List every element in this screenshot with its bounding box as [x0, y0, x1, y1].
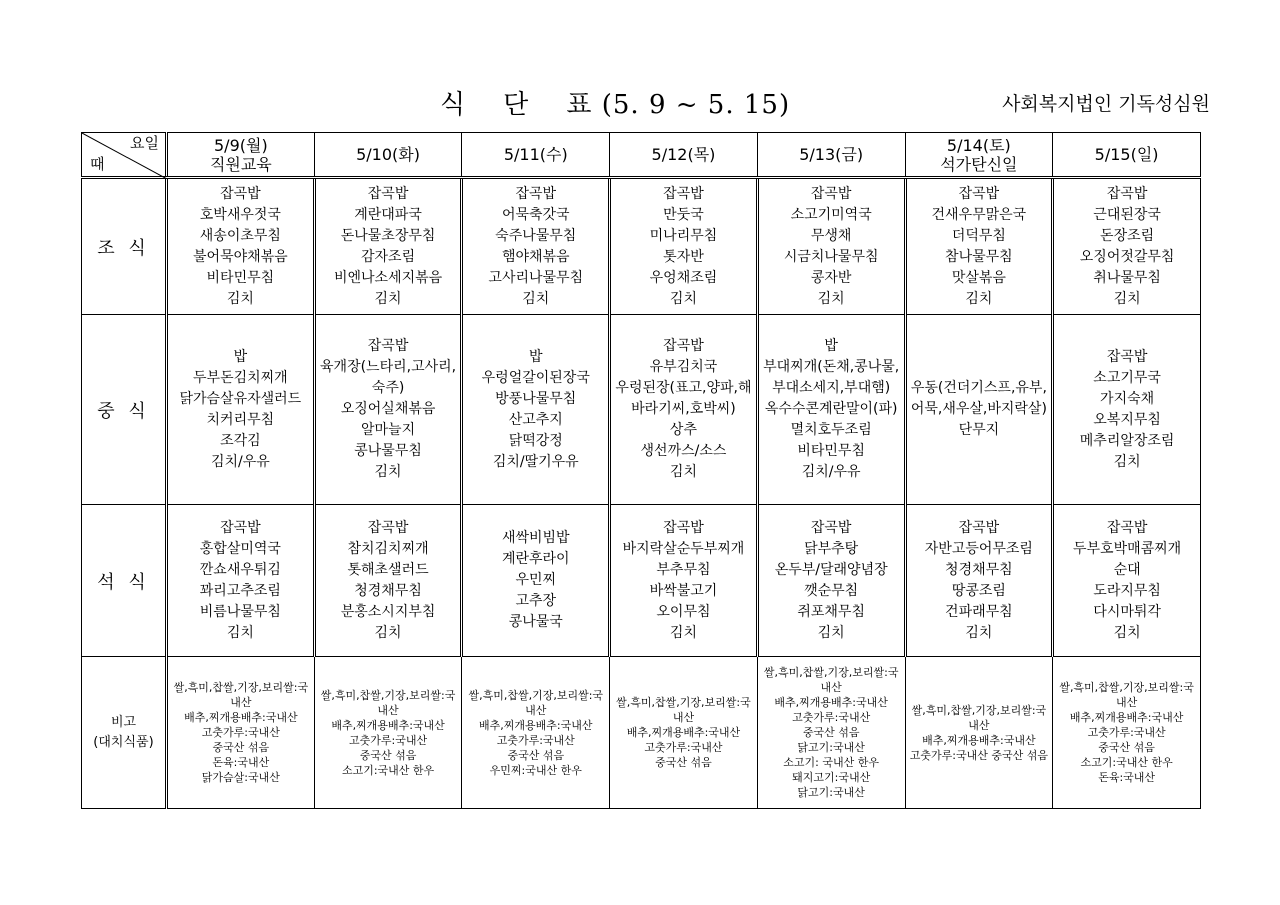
- menu-item: 도라지무침: [1093, 582, 1161, 599]
- menu-item: 고사리나물무침: [488, 269, 584, 286]
- origin-note: 고춧가루:국내산: [1087, 726, 1166, 739]
- menu-item: 온두부/달래양념장: [774, 561, 888, 578]
- menu-item: 미나리무침: [649, 227, 718, 244]
- menu-item: 김치: [1113, 453, 1141, 470]
- menu-item: 취나물무침: [1093, 269, 1161, 286]
- menu-item: 톳해초샐러드: [347, 561, 429, 578]
- menu-item: 잡곡밥: [663, 338, 704, 354]
- menu-item: 닭가슴살유자샐러드: [179, 390, 302, 407]
- menu-cell: [610, 315, 758, 505]
- menu-item: 김치: [669, 290, 697, 307]
- menu-item: 김치: [522, 290, 550, 307]
- menu-item: 무생채: [810, 227, 852, 244]
- origin-note: 돼지고기:국내산: [792, 771, 871, 784]
- menu-item: 감자조림: [361, 248, 416, 265]
- menu-item: 닭부추탕: [804, 540, 859, 557]
- origin-note: 배추,찌개용배추:국내산: [479, 718, 593, 732]
- day-date: 5/9(월): [214, 135, 268, 155]
- menu-item: 메추리알장조림: [1079, 432, 1175, 449]
- menu-item: 더덕무침: [951, 227, 1006, 244]
- menu-item: 김치: [1113, 290, 1141, 307]
- menu-item: 건새우무맑은국: [931, 206, 1027, 223]
- origin-note-cell: [610, 657, 758, 809]
- menu-item: 땅콩조림: [951, 582, 1006, 599]
- origin-note: 중국산 섞음: [359, 748, 417, 762]
- origin-note: 쌀,흑미,찹쌀,기장,보리쌀:국내산: [911, 703, 1047, 732]
- menu-item: 소고기미역국: [790, 206, 872, 223]
- menu-item: 참치김치찌개: [347, 540, 429, 557]
- menu-item: 잡곡밥: [220, 185, 261, 202]
- menu-item: 맛살볶음: [951, 269, 1006, 286]
- meal-row-dinner: [82, 505, 1201, 657]
- menu-item: 불어묵야채볶음: [193, 248, 288, 265]
- menu-item: 잡곡밥: [810, 519, 852, 536]
- origin-note: 돈육:국내산: [212, 756, 270, 769]
- menu-item: 멸치호두조림: [790, 422, 872, 438]
- menu-cell: [314, 505, 462, 657]
- meal-label-lunch: 중 식: [82, 315, 167, 505]
- menu-item: 다시마튀각: [1093, 603, 1161, 620]
- menu-item: 오징어젓갈무침: [1079, 248, 1175, 265]
- menu-item: 청경채무침: [945, 561, 1013, 578]
- menu-item: 돈나물초장무침: [340, 227, 436, 244]
- menu-item: 돈장조림: [1100, 227, 1155, 244]
- origin-note: 돈육:국내산: [1098, 771, 1156, 784]
- menu-item: 오이무침: [656, 603, 711, 620]
- menu-item: 상추: [669, 422, 697, 438]
- menu-item: 호박새우젓국: [199, 206, 281, 223]
- menu-item: 김치: [374, 624, 402, 641]
- menu-item: 순대: [1113, 561, 1141, 578]
- day-date: 5/11(수): [503, 145, 568, 164]
- origin-note: 고춧가루:국내산 중국산 섞음: [909, 748, 1048, 762]
- menu-cell: [1053, 315, 1201, 505]
- menu-item: 우렁된장(표고,양파,해바라기씨,호박씨): [615, 380, 752, 417]
- menu-item: 밥: [528, 348, 543, 365]
- menu-item: 김치: [965, 624, 993, 641]
- origin-note: 배추,찌개용배추:국내산: [922, 733, 1036, 747]
- origin-note-cell: [314, 657, 462, 809]
- menu-item: 잡곡밥: [663, 185, 704, 202]
- origin-note: 소고기: 국내산 한우: [783, 756, 880, 769]
- menu-cell: [167, 315, 315, 505]
- menu-item: 햄야채볶음: [501, 248, 570, 265]
- day-header: [610, 133, 758, 178]
- menu-item: 김치: [374, 464, 402, 480]
- menu-cell: [905, 178, 1053, 315]
- origin-note: 중국산 섞음: [507, 748, 565, 762]
- origin-note: 배추,찌개용배추:국내산: [774, 696, 888, 709]
- menu-item: 바지락살순두부찌개: [622, 540, 745, 557]
- menu-item: 조각김: [220, 432, 261, 449]
- menu-cell: [610, 178, 758, 315]
- menu-item: 건파래무침: [945, 603, 1013, 620]
- origin-note: 닭고기:국내산: [797, 741, 865, 754]
- origin-note: 닭가슴살:국내산: [201, 771, 280, 784]
- day-header: [167, 133, 315, 178]
- origin-note: 쌀,흑미,찹쌀,기장,보리쌀:국내산: [320, 688, 456, 717]
- menu-item: 우동(건더기스프,유부,어묵,새우살,바지락살): [910, 380, 1047, 417]
- menu-cell: [610, 505, 758, 657]
- menu-item: 산고추지: [508, 411, 563, 428]
- menu-item: 시금치나물무침: [783, 248, 879, 265]
- origin-note: 우민찌:국내산 한우: [489, 763, 582, 777]
- origin-note-cell: [757, 657, 905, 809]
- meal-row-breakfast: [82, 178, 1201, 315]
- menu-item: 부추무침: [656, 561, 711, 578]
- menu-item: 계란대파국: [354, 206, 422, 223]
- menu-item: 부대찌개(돈채,콩나물,부대소세지,부대햄): [763, 359, 900, 396]
- menu-cell: [314, 315, 462, 505]
- menu-item: 김치/우유: [801, 464, 861, 480]
- day-header: [757, 133, 905, 178]
- origin-note: 고춧가루:국내산: [792, 711, 871, 724]
- menu-item: 오복지무침: [1093, 411, 1161, 428]
- origin-note-cell: [462, 657, 610, 809]
- menu-item: 가지숙채: [1100, 390, 1155, 407]
- menu-item: 방풍나물무침: [495, 390, 577, 407]
- menu-item: 잡곡밥: [367, 185, 409, 202]
- menu-item: 숙주나물무침: [495, 227, 577, 244]
- notes-sublabel: (대치식품): [93, 734, 154, 750]
- day-date: 5/14(토): [946, 135, 1011, 155]
- day-header: [1053, 133, 1201, 178]
- origin-note: 고춧가루:국내산: [644, 741, 723, 754]
- menu-item: 김치: [226, 290, 254, 307]
- menu-item: 비타민무침: [206, 269, 275, 286]
- origin-note: 고춧가루:국내산: [349, 733, 428, 747]
- origin-note-cell: [1053, 657, 1201, 809]
- day-date: 5/15(일): [1094, 145, 1159, 164]
- day-header: [905, 133, 1053, 178]
- menu-item: 톳자반: [663, 248, 704, 265]
- menu-item: 청경채무침: [354, 582, 422, 599]
- menu-item: 잡곡밥: [367, 519, 409, 536]
- origin-note: 쌀,흑미,찹쌀,기장,보리쌀:국내산: [616, 696, 751, 724]
- menu-item: 유부김치국: [649, 359, 718, 375]
- menu-item: 김치: [669, 624, 697, 641]
- day-note: 석가탄신일: [940, 154, 1018, 174]
- menu-item: 깻순무침: [804, 582, 859, 599]
- origin-note: 중국산 섞음: [655, 756, 712, 769]
- menu-item: 잡곡밥: [958, 185, 1000, 202]
- menu-item: 김치/우유: [210, 453, 270, 470]
- menu-item: 계란후라이: [501, 551, 570, 567]
- notes-label: 비고: [110, 714, 137, 730]
- menu-item: 근대된장국: [1093, 206, 1161, 223]
- origin-note: 고춧가루:국내산: [496, 733, 575, 747]
- menu-item: 단무지: [958, 422, 1000, 438]
- menu-cell: [167, 505, 315, 657]
- origin-note: 배추,찌개용배추:국내산: [626, 726, 741, 739]
- day-note: 직원교육: [209, 154, 272, 174]
- menu-cell: [905, 315, 1053, 505]
- menu-item: 콩나물무침: [354, 443, 422, 459]
- menu-item: 김치: [1113, 624, 1141, 641]
- origin-note: 소고기:국내산 한우: [341, 763, 435, 777]
- meal-row-lunch: [82, 315, 1201, 505]
- menu-item: 콩나물국: [508, 614, 563, 630]
- meal-label-dinner: 석 식: [82, 505, 167, 657]
- origin-note: 배추,찌개용배추:국내산: [331, 718, 445, 732]
- day-date: 5/12(목): [651, 145, 716, 164]
- corner-day-label: 요일: [130, 134, 159, 152]
- origin-note: 쌀,흑미,찹쌀,기장,보리쌀:국내산: [173, 681, 309, 709]
- notes-row: [82, 657, 1201, 809]
- menu-item: 밥: [824, 338, 838, 354]
- menu-item: 콩자반: [810, 269, 852, 286]
- menu-item: 김치: [374, 290, 402, 307]
- origin-note-cell: [905, 657, 1053, 809]
- menu-item: 비름나물무침: [199, 603, 281, 620]
- organization-name: 사회복지법인 기독성심원: [1002, 93, 1210, 115]
- menu-title: 식 단 표 (5. 9 ~ 5. 15): [440, 90, 791, 120]
- menu-item: 김치: [817, 624, 845, 641]
- menu-cell: [462, 315, 610, 505]
- menu-item: 밥: [233, 348, 248, 365]
- menu-item: 김치/딸기우유: [492, 453, 579, 470]
- menu-cell: [167, 178, 315, 315]
- origin-note: 고춧가루:국내산: [201, 726, 280, 739]
- origin-note: 쌀,흑미,찹쌀,기장,보리쌀:국내산: [1059, 681, 1194, 709]
- menu-item: 김치: [817, 290, 845, 307]
- menu-item: 참나물무침: [945, 248, 1013, 265]
- menu-item: 깐쇼새우튀김: [199, 561, 281, 578]
- menu-cell: [314, 178, 462, 315]
- menu-item: 우엉채조림: [649, 269, 718, 286]
- menu-cell: [462, 505, 610, 657]
- menu-item: 어묵축갓국: [501, 206, 570, 223]
- menu-item: 김치: [226, 624, 254, 641]
- menu-item: 육개장(느타리,고사리,숙주): [320, 359, 457, 396]
- weekly-menu-table: [81, 132, 1201, 809]
- header-row: [82, 133, 1201, 178]
- menu-item: 비엔나소세지볶음: [333, 269, 443, 286]
- menu-cell: [905, 505, 1053, 657]
- menu-item: 잡곡밥: [1106, 185, 1148, 202]
- menu-item: 홍합살미역국: [199, 540, 281, 557]
- menu-item: 새싹비빔밥: [501, 530, 570, 546]
- origin-note-cell: [167, 657, 315, 809]
- origin-note: 쌀,흑미,찹쌀,기장,보리쌀:국내산: [468, 688, 604, 717]
- menu-item: 두부돈김치찌개: [193, 369, 288, 386]
- origin-note: 쌀,흑미,찹쌀,기장,보리쌀:국내산: [763, 666, 899, 694]
- menu-cell: [757, 178, 905, 315]
- menu-item: 잡곡밥: [810, 185, 852, 202]
- menu-item: 새송이초무침: [199, 227, 281, 244]
- menu-item: 소고기무국: [1093, 369, 1161, 386]
- menu-item: 잡곡밥: [663, 519, 704, 536]
- origin-note: 닭고기:국내산: [797, 786, 865, 799]
- menu-item: 바싹불고기: [649, 582, 718, 599]
- origin-note: 배추,찌개용배추:국내산: [184, 711, 298, 724]
- notes-label-cell: [82, 657, 167, 809]
- menu-item: 알마늘지: [361, 422, 416, 438]
- menu-body: [82, 178, 1201, 809]
- menu-item: 고추장: [515, 593, 557, 609]
- corner-cell: [82, 133, 167, 178]
- origin-note: 중국산 섞음: [1098, 741, 1155, 754]
- menu-cell: [1053, 505, 1201, 657]
- origin-note: 배추,찌개용배추:국내산: [1069, 711, 1184, 724]
- menu-item: 잡곡밥: [958, 519, 1000, 536]
- menu-item: 쥐포채무침: [797, 603, 865, 620]
- menu-item: 잡곡밥: [1106, 519, 1148, 536]
- origin-note: 소고기:국내산 한우: [1080, 756, 1173, 769]
- menu-cell: [1053, 178, 1201, 315]
- menu-item: 꽈리고추조림: [199, 582, 281, 599]
- day-header: [462, 133, 610, 178]
- menu-item: 닭떡강정: [508, 432, 563, 449]
- corner-time-label: 때: [90, 155, 105, 173]
- menu-item: 생선까스/소스: [640, 443, 727, 459]
- menu-item: 분홍소시지부침: [340, 603, 436, 620]
- menu-item: 치커리무침: [206, 411, 275, 428]
- day-header: [314, 133, 462, 178]
- menu-item: 김치: [669, 464, 697, 480]
- menu-cell: [462, 178, 610, 315]
- origin-note: 중국산 섞음: [212, 741, 270, 754]
- menu-item: 우민찌: [515, 572, 557, 588]
- menu-item: 오징어실채볶음: [340, 401, 436, 417]
- meal-label-breakfast: 조 식: [82, 178, 167, 315]
- menu-item: 만둣국: [663, 206, 704, 223]
- menu-item: 두부호박매콤찌개: [1073, 540, 1182, 557]
- menu-item: 잡곡밥: [220, 519, 261, 536]
- day-date: 5/10(화): [356, 145, 420, 164]
- menu-item: 잡곡밥: [515, 185, 557, 202]
- menu-item: 잡곡밥: [1106, 348, 1148, 365]
- menu-item: 비타민무침: [797, 443, 865, 459]
- menu-item: 옥수수콘계란말이(파): [764, 401, 898, 417]
- menu-cell: [757, 505, 905, 657]
- menu-cell: [757, 315, 905, 505]
- menu-item: 우렁얼갈이된장국: [481, 369, 590, 386]
- menu-item: 잡곡밥: [367, 338, 409, 354]
- menu-item: 자반고등어무조림: [924, 540, 1033, 557]
- origin-note: 중국산 섞음: [802, 726, 860, 739]
- day-date: 5/13(금): [799, 145, 864, 164]
- menu-item: 김치: [965, 290, 993, 307]
